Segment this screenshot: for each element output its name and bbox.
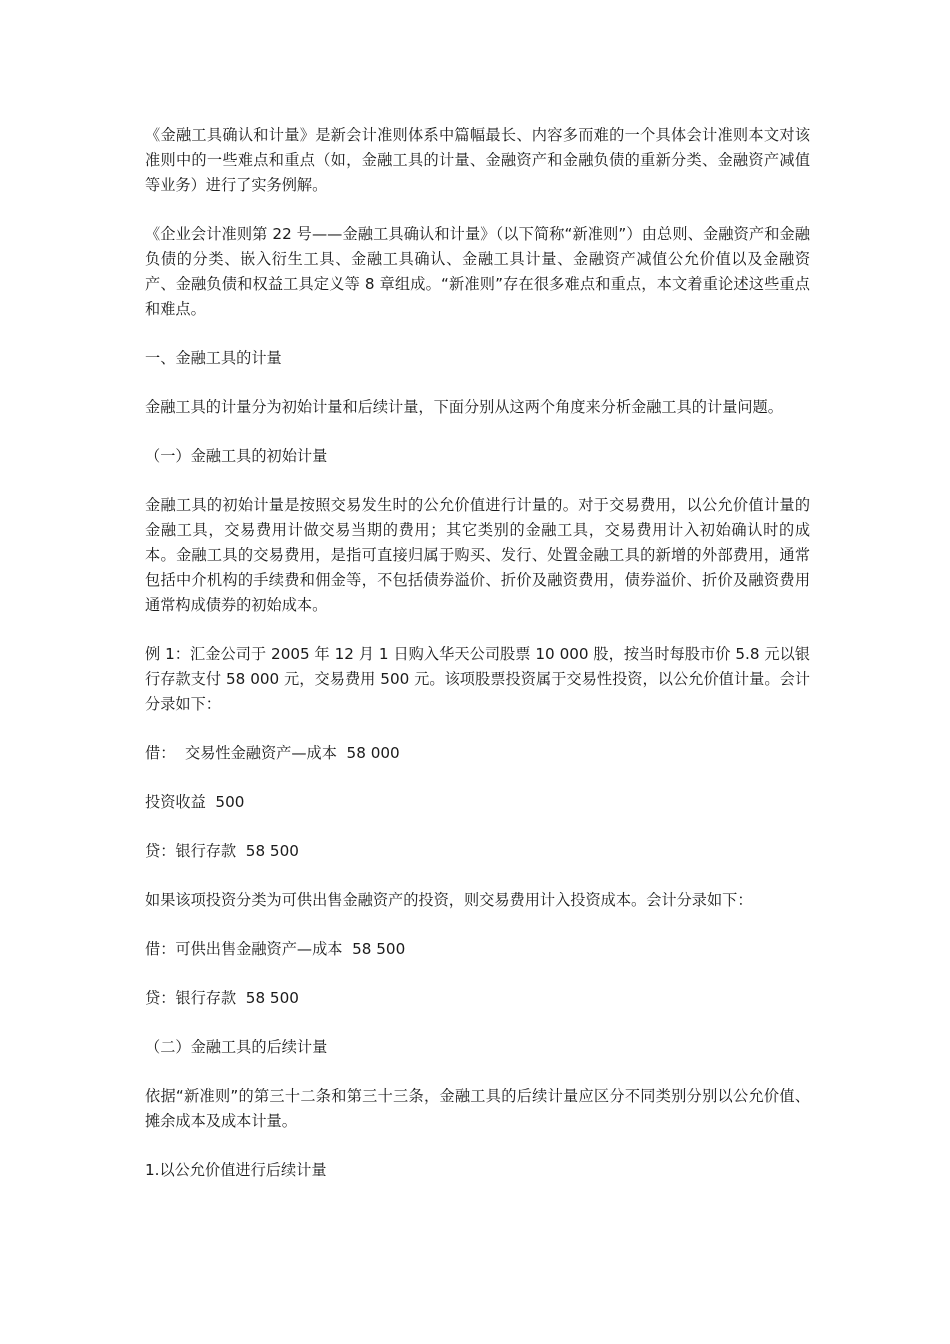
- journal-entry-credit-bank-2: 贷：银行存款 58 500: [145, 989, 299, 1007]
- initial-measurement-paragraph: 金融工具的初始计量是按照交易发生时的公允价值进行计量的。对于交易费用，以公允价值计量的金融工具，交易费用计做交易当期的费用；其它类别的金融工具，交易费用计入初始确认时的成本。金融工具的交易费用，是指可直接归属于购买、发行、处置金融工具的新增的外部费用，通常包括中介机构的手续费和佣金等，不包括债券溢价、折价及融资费用，债券溢价、折价及融资费用通常构成债券的初始成本。: [145, 496, 810, 614]
- subsection-heading-subsequent-measurement: （二）金融工具的后续计量: [145, 1038, 328, 1056]
- available-for-sale-paragraph: 如果该项投资分类为可供出售金融资产的投资，则交易费用计入投资成本。会计分录如下：: [145, 891, 753, 909]
- subsequent-measurement-paragraph: 依据“新准则”的第三十二条和第三十三条，金融工具的后续计量应区分不同类别分别以公允价值、摊余成本及成本计量。: [145, 1087, 810, 1130]
- journal-entry-debit-investment-income: 投资收益 500: [145, 793, 245, 811]
- journal-entry-credit-bank-1: 贷：银行存款 58 500: [145, 842, 299, 860]
- example-1-paragraph: 例 1：汇金公司于 2005 年 12 月 1 日购入华天公司股票 10 000 股，按当时每股市价 5.8 元以银行存款支付 58 000 元，交易费用 500 元。该项股票投资属于交易性投资，以公允价值计量。会计分录如下：: [145, 645, 810, 713]
- standard-overview-paragraph: 《企业会计准则第 22 号——金融工具确认和计量》（以下简称“新准则”）由总则、金融资产和金融负债的分类、嵌入衍生工具、金融工具确认、金融工具计量、金融资产减值公允价值以及金融资产、金融负债和权益工具定义等 8 章组成。“新准则”存在很多难点和重点，本文着重论述这些重点和难点。: [145, 225, 810, 318]
- intro-paragraph: 《金融工具确认和计量》是新会计准则体系中篇幅最长、内容多而难的一个具体会计准则本文对该准则中的一些难点和重点（如，金融工具的计量、金融资产和金融负债的重新分类、金融资产减值等业务）进行了实务例解。: [145, 126, 810, 194]
- journal-entry-debit-available-for-sale: 借：可供出售金融资产—成本 58 500: [145, 940, 406, 958]
- subheading-fair-value-measurement: 1.以公允价值进行后续计量: [145, 1161, 327, 1179]
- journal-entry-debit-trading: 借： 交易性金融资产—成本 58 000: [145, 744, 400, 762]
- section-heading-measurement: 一、金融工具的计量: [145, 349, 282, 367]
- measurement-intro-paragraph: 金融工具的计量分为初始计量和后续计量，下面分别从这两个角度来分析金融工具的计量问题。: [145, 398, 783, 416]
- document-body: [145, 123, 810, 1207]
- subsection-heading-initial-measurement: （一）金融工具的初始计量: [145, 447, 328, 465]
